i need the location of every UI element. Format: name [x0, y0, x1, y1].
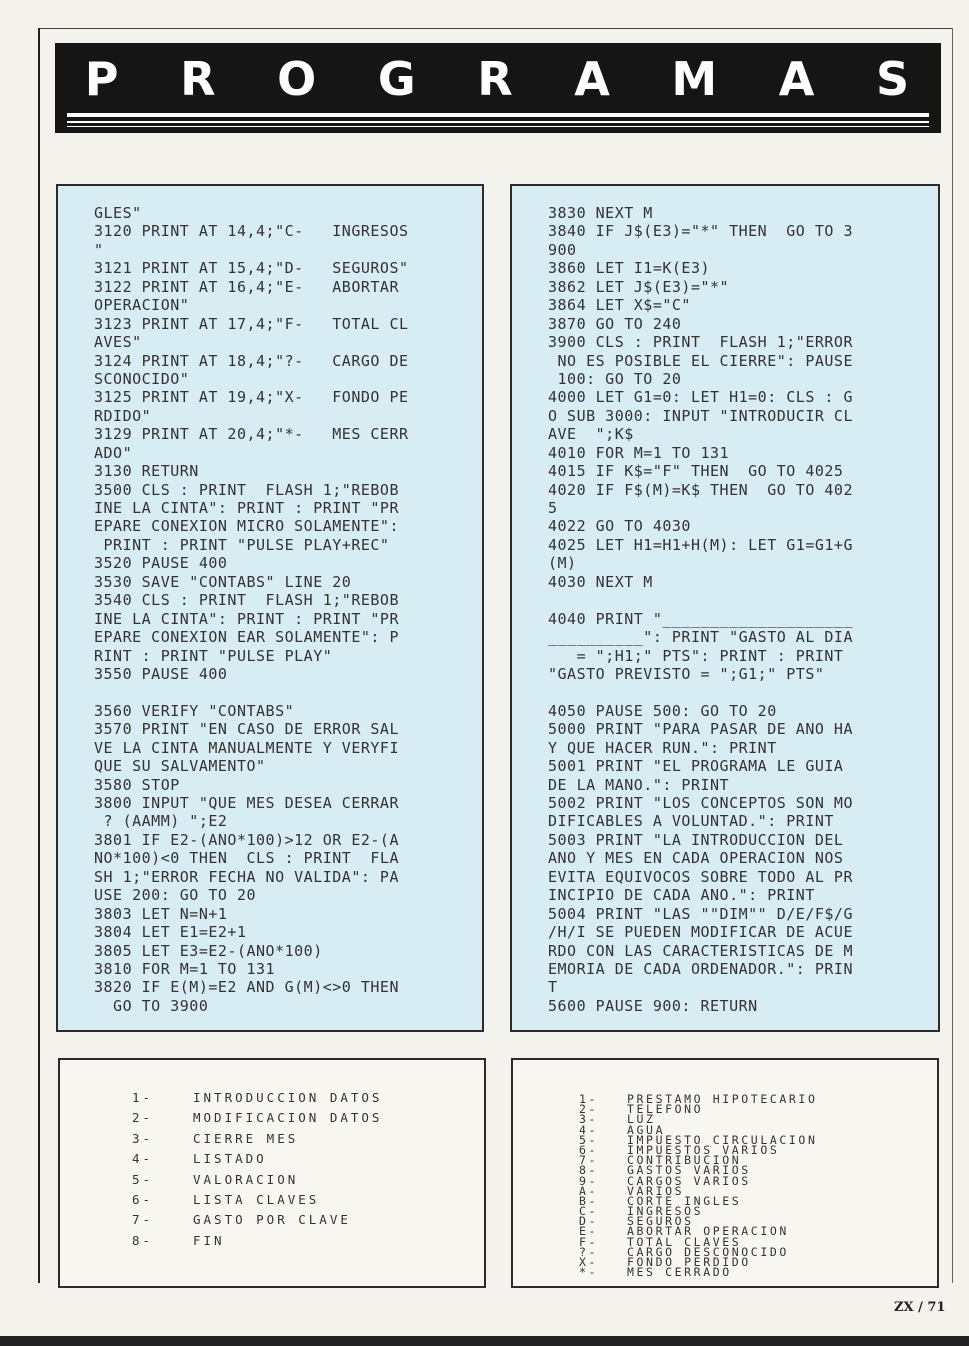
code-line: RINT : PRINT "PULSE PLAY": [94, 646, 333, 665]
code-line: 5002 PRINT "LOS CONCEPTOS SON MO: [548, 794, 853, 812]
code-line: AVE ";K$: [548, 425, 634, 444]
code-line: 4020 IF F$(M)=K$ THEN GO TO 402: [548, 480, 853, 499]
code-line: NO*100)<0 THEN CLS : PRINT FLA: [94, 849, 399, 868]
code-line: USE 200: GO TO 20: [94, 886, 257, 905]
key-code: D-: [579, 1214, 599, 1229]
banner-letter: M: [671, 52, 720, 106]
banner-stripe: [67, 113, 929, 117]
code-line: 4010 FOR M=1 TO 131: [548, 443, 730, 462]
key-code: C-: [579, 1204, 599, 1219]
code-line: ADO": [94, 443, 133, 462]
banner-stripe: [67, 126, 929, 127]
code-line: 3130 RETURN: [94, 462, 199, 481]
banner-letter: G: [377, 52, 418, 106]
menu-item-label: GASTO POR CLAVE: [193, 1212, 351, 1228]
code-line: 3540 CLS : PRINT FLASH 1;"REBOB: [94, 591, 399, 610]
keys-panel: [511, 1058, 939, 1288]
key-code: *-: [579, 1265, 599, 1280]
code-line: QUE SU SALVAMENTO": [94, 757, 266, 776]
key-list: [579, 1092, 818, 1280]
key-entry: [579, 1265, 817, 1280]
code-line: 5003 PRINT "LA INTRODUCCION DEL: [548, 830, 844, 849]
code-line: 3500 CLS : PRINT FLASH 1;"REBOB: [94, 480, 399, 499]
menu-item-label: MODIFICACION DATOS: [193, 1110, 383, 1126]
code-line: EPARE CONEXION MICRO SOLAMENTE":: [94, 517, 399, 536]
key-label: IMPUESTOS VARIOS: [627, 1142, 780, 1157]
code-line: 5004 PRINT "LAS ""DIM"" D/E/F$/G: [548, 904, 853, 923]
banner-letter: A: [778, 52, 817, 106]
key-label: CORTE INGLES: [627, 1193, 742, 1208]
code-line: 3125 PRINT AT 19,4;"X- FONDO PE: [94, 388, 409, 407]
code-line: 900: [548, 240, 577, 259]
code-line: 4000 LET G1=0: LET H1=0: CLS : G: [548, 388, 853, 407]
code-line: 3810 FOR M=1 TO 131: [94, 959, 276, 978]
code-line: 3864 LET X$="C": [548, 296, 691, 315]
code-line: 4030 NEXT M: [548, 572, 653, 591]
key-code: A-: [579, 1183, 599, 1198]
code-line: VE LA CINTA MANUALMENTE Y VERYFI: [94, 738, 399, 757]
key-label: CONTRIBUCION: [627, 1153, 742, 1168]
menu-item-label: INTRODUCCION DATOS: [193, 1090, 383, 1105]
banner-letter: A: [574, 52, 612, 106]
code-line: ? (AAMM) ";E2: [94, 812, 228, 831]
key-entry: [579, 1173, 817, 1188]
bottom-edge: [0, 1336, 969, 1346]
key-code: F-: [579, 1234, 599, 1249]
code-line: [548, 591, 853, 609]
code-line: 5000 PRINT "PARA PASAR DE ANO HA: [548, 720, 853, 739]
code-line: 3129 PRINT AT 20,4;"*- MES CERR: [94, 425, 409, 444]
menu-item-label: VALORACION: [193, 1171, 299, 1187]
key-label: CARGO DESCONOCIDO: [627, 1244, 789, 1259]
code-line: /H/I SE PUEDEN MODIFICAR DE ACUE: [548, 923, 853, 942]
banner-letter: S: [875, 52, 912, 106]
banner-letter: O: [277, 52, 319, 106]
code-line: INCIPIO DE CADA ANO.": PRINT: [548, 886, 815, 905]
code-line: 3803 LET N=N+1: [94, 904, 228, 923]
key-label: SEGUROS: [627, 1214, 694, 1229]
code-line: EMORIA DE CADA ORDENADOR.": PRIN: [548, 959, 853, 978]
menu-item-number: 2-: [132, 1110, 154, 1126]
code-line: = ";H1;" PTS": PRINT : PRINT: [548, 646, 844, 665]
code-line: ": [94, 240, 104, 259]
code-line: 3800 INPUT "QUE MES DESEA CERRAR: [94, 794, 399, 812]
code-line: 3550 PAUSE 400: [94, 664, 228, 683]
code-block-left: [94, 204, 409, 1015]
code-line: 3820 IF E(M)=E2 AND G(M)<>0 THEN: [94, 978, 399, 997]
menu-item-number: 5-: [132, 1171, 154, 1187]
key-code: B-: [579, 1193, 599, 1208]
code-line: SH 1;"ERROR FECHA NO VALIDA": PA: [94, 867, 399, 886]
code-line: SCONOCIDO": [94, 369, 190, 388]
key-code: 5-: [579, 1132, 599, 1147]
code-line: 3805 LET E3=E2-(ANO*100): [94, 941, 323, 960]
code-line: EPARE CONEXION EAR SOLAMENTE": P: [94, 628, 399, 647]
key-label: PRESTAMO HIPOTECARIO: [627, 1092, 818, 1106]
code-listing-right: [510, 184, 940, 1032]
code-line: 3520 PAUSE 400: [94, 554, 228, 573]
code-line: 4040 PRINT "____________________: [548, 609, 853, 628]
main-menu-panel: [58, 1058, 486, 1288]
key-code: 1-: [579, 1092, 599, 1106]
key-entry: [579, 1204, 817, 1219]
code-block-right: [548, 204, 853, 1015]
code-line: 3122 PRINT AT 16,4;"E- ABORTAR: [94, 277, 399, 296]
code-line: "GASTO PREVISTO = ";G1;" PTS": [548, 664, 825, 683]
key-code: 2-: [579, 1102, 599, 1117]
menu-item-number: 3-: [132, 1130, 154, 1146]
menu-item-label: CIERRE MES: [193, 1130, 299, 1146]
code-line: 3801 IF E2-(ANO*100)>12 OR E2-(A: [94, 830, 399, 849]
code-line: PRINT : PRINT "PULSE PLAY+REC": [94, 535, 390, 554]
key-label: INGRESOS: [627, 1204, 704, 1219]
code-line: 4015 IF K$="F" THEN GO TO 4025: [548, 462, 844, 481]
key-label: VARIOS: [627, 1183, 685, 1198]
code-line: RDIDO": [94, 406, 152, 425]
key-label: AGUA: [627, 1122, 666, 1137]
code-line: __________": PRINT "GASTO AL DIA: [548, 628, 853, 647]
code-line: 3123 PRINT AT 17,4;"F- TOTAL CL: [94, 314, 409, 333]
page-frame-top: [38, 28, 953, 29]
menu-item-number: 7-: [132, 1212, 154, 1228]
code-line: 5600 PAUSE 900: RETURN: [548, 996, 758, 1015]
key-label: ABORTAR OPERACION: [627, 1224, 789, 1239]
code-line: AVES": [94, 333, 142, 352]
key-label: TELEFONO: [627, 1102, 704, 1117]
banner-letter: R: [180, 52, 218, 106]
code-line: 3860 LET I1=K(E3): [548, 259, 711, 278]
key-code: 4-: [579, 1122, 599, 1137]
key-code: E-: [579, 1224, 599, 1239]
key-code: 9-: [579, 1173, 599, 1188]
code-line: GLES": [94, 204, 142, 222]
code-line: 3900 CLS : PRINT FLASH 1;"ERROR: [548, 333, 853, 352]
code-line: 3124 PRINT AT 18,4;"?- CARGO DE: [94, 351, 409, 370]
key-code: ?-: [579, 1244, 599, 1259]
code-line: 3870 GO TO 240: [548, 314, 682, 333]
code-line: [94, 683, 409, 701]
code-line: 3121 PRINT AT 15,4;"D- SEGUROS": [94, 259, 409, 278]
key-label: IMPUESTO CIRCULACION: [627, 1132, 818, 1147]
code-line: 4022 GO TO 4030: [548, 517, 691, 536]
key-label: LUZ: [627, 1112, 656, 1127]
key-label: GASTOS VARIOS: [627, 1163, 751, 1178]
key-code: 6-: [579, 1142, 599, 1157]
menu-item-number: 1-: [132, 1090, 154, 1105]
page-number: ZX / 71: [894, 1300, 946, 1315]
code-line: 5001 PRINT "EL PROGRAMA LE GUIA: [548, 757, 844, 776]
code-line: 100: GO TO 20: [548, 369, 682, 388]
menu-item-label: LISTADO: [193, 1151, 267, 1167]
code-line: 3580 STOP: [94, 775, 180, 794]
code-line: 4025 LET H1=H1+H(M): LET G1=G1+G: [548, 535, 853, 554]
code-line: (M): [548, 554, 577, 573]
code-listing-left: [56, 184, 484, 1032]
page-frame-left: [38, 28, 40, 1283]
code-line: T: [548, 978, 558, 997]
code-line: EVITA EQUIVOCOS SOBRE TODO AL PR: [548, 867, 853, 886]
code-line: [548, 683, 853, 701]
code-line: DIFICABLES A VOLUNTAD.": PRINT: [548, 812, 834, 831]
menu-item-number: 8-: [132, 1232, 154, 1248]
code-line: 3570 PRINT "EN CASO DE ERROR SAL: [94, 720, 399, 739]
code-line: Y QUE HACER RUN.": PRINT: [548, 738, 777, 757]
code-line: 3120 PRINT AT 14,4;"C- INGRESOS: [94, 222, 409, 241]
key-label: FONDO PERDIDO: [627, 1255, 751, 1269]
code-line: NO ES POSIBLE EL CIERRE": PAUSE: [548, 351, 853, 370]
code-line: 3862 LET J$(E3)="*": [548, 277, 730, 296]
code-line: 3804 LET E1=E2+1: [94, 923, 247, 942]
code-line: 3830 NEXT M: [548, 204, 653, 222]
banner-stripe: [67, 121, 929, 123]
code-line: INE LA CINTA": PRINT : PRINT "PR: [94, 609, 399, 628]
key-code: X-: [579, 1255, 599, 1269]
menu-item-label: FIN: [193, 1232, 225, 1248]
banner-title: [55, 49, 941, 109]
key-label: TOTAL CLAVES: [627, 1234, 742, 1249]
code-line: 3840 IF J$(E3)="*" THEN GO TO 3: [548, 222, 853, 241]
key-label: CARGOS VARIOS: [627, 1173, 751, 1188]
code-line: 3530 SAVE "CONTABS" LINE 20: [94, 572, 352, 591]
code-line: 5: [548, 499, 558, 517]
code-line: DE LA MANO.": PRINT: [548, 775, 730, 794]
menu-item-number: 6-: [132, 1192, 154, 1207]
code-line: O SUB 3000: INPUT "INTRODUCIR CL: [548, 406, 853, 425]
banner-letter: R: [477, 52, 515, 106]
code-line: ANO Y MES EN CADA OPERACION NOS: [548, 849, 844, 868]
key-code: 7-: [579, 1153, 599, 1168]
menu-item-label: LISTA CLAVES: [193, 1192, 320, 1207]
code-line: 3560 VERIFY "CONTABS": [94, 701, 295, 720]
key-code: 8-: [579, 1163, 599, 1178]
section-banner: [55, 43, 941, 133]
code-line: INE LA CINTA": PRINT : PRINT "PR: [94, 499, 399, 517]
key-code: 3-: [579, 1112, 599, 1127]
code-line: OPERACION": [94, 296, 190, 315]
menu-item-number: 4-: [132, 1151, 154, 1167]
banner-letter: P: [84, 52, 121, 106]
key-label: MES CERRADO: [627, 1265, 732, 1280]
page-frame-right: [952, 28, 953, 1283]
code-line: RDO CON LAS CARACTERISTICAS DE M: [548, 941, 853, 960]
code-line: GO TO 3900: [94, 996, 209, 1015]
code-line: 4050 PAUSE 500: GO TO 20: [548, 701, 777, 720]
